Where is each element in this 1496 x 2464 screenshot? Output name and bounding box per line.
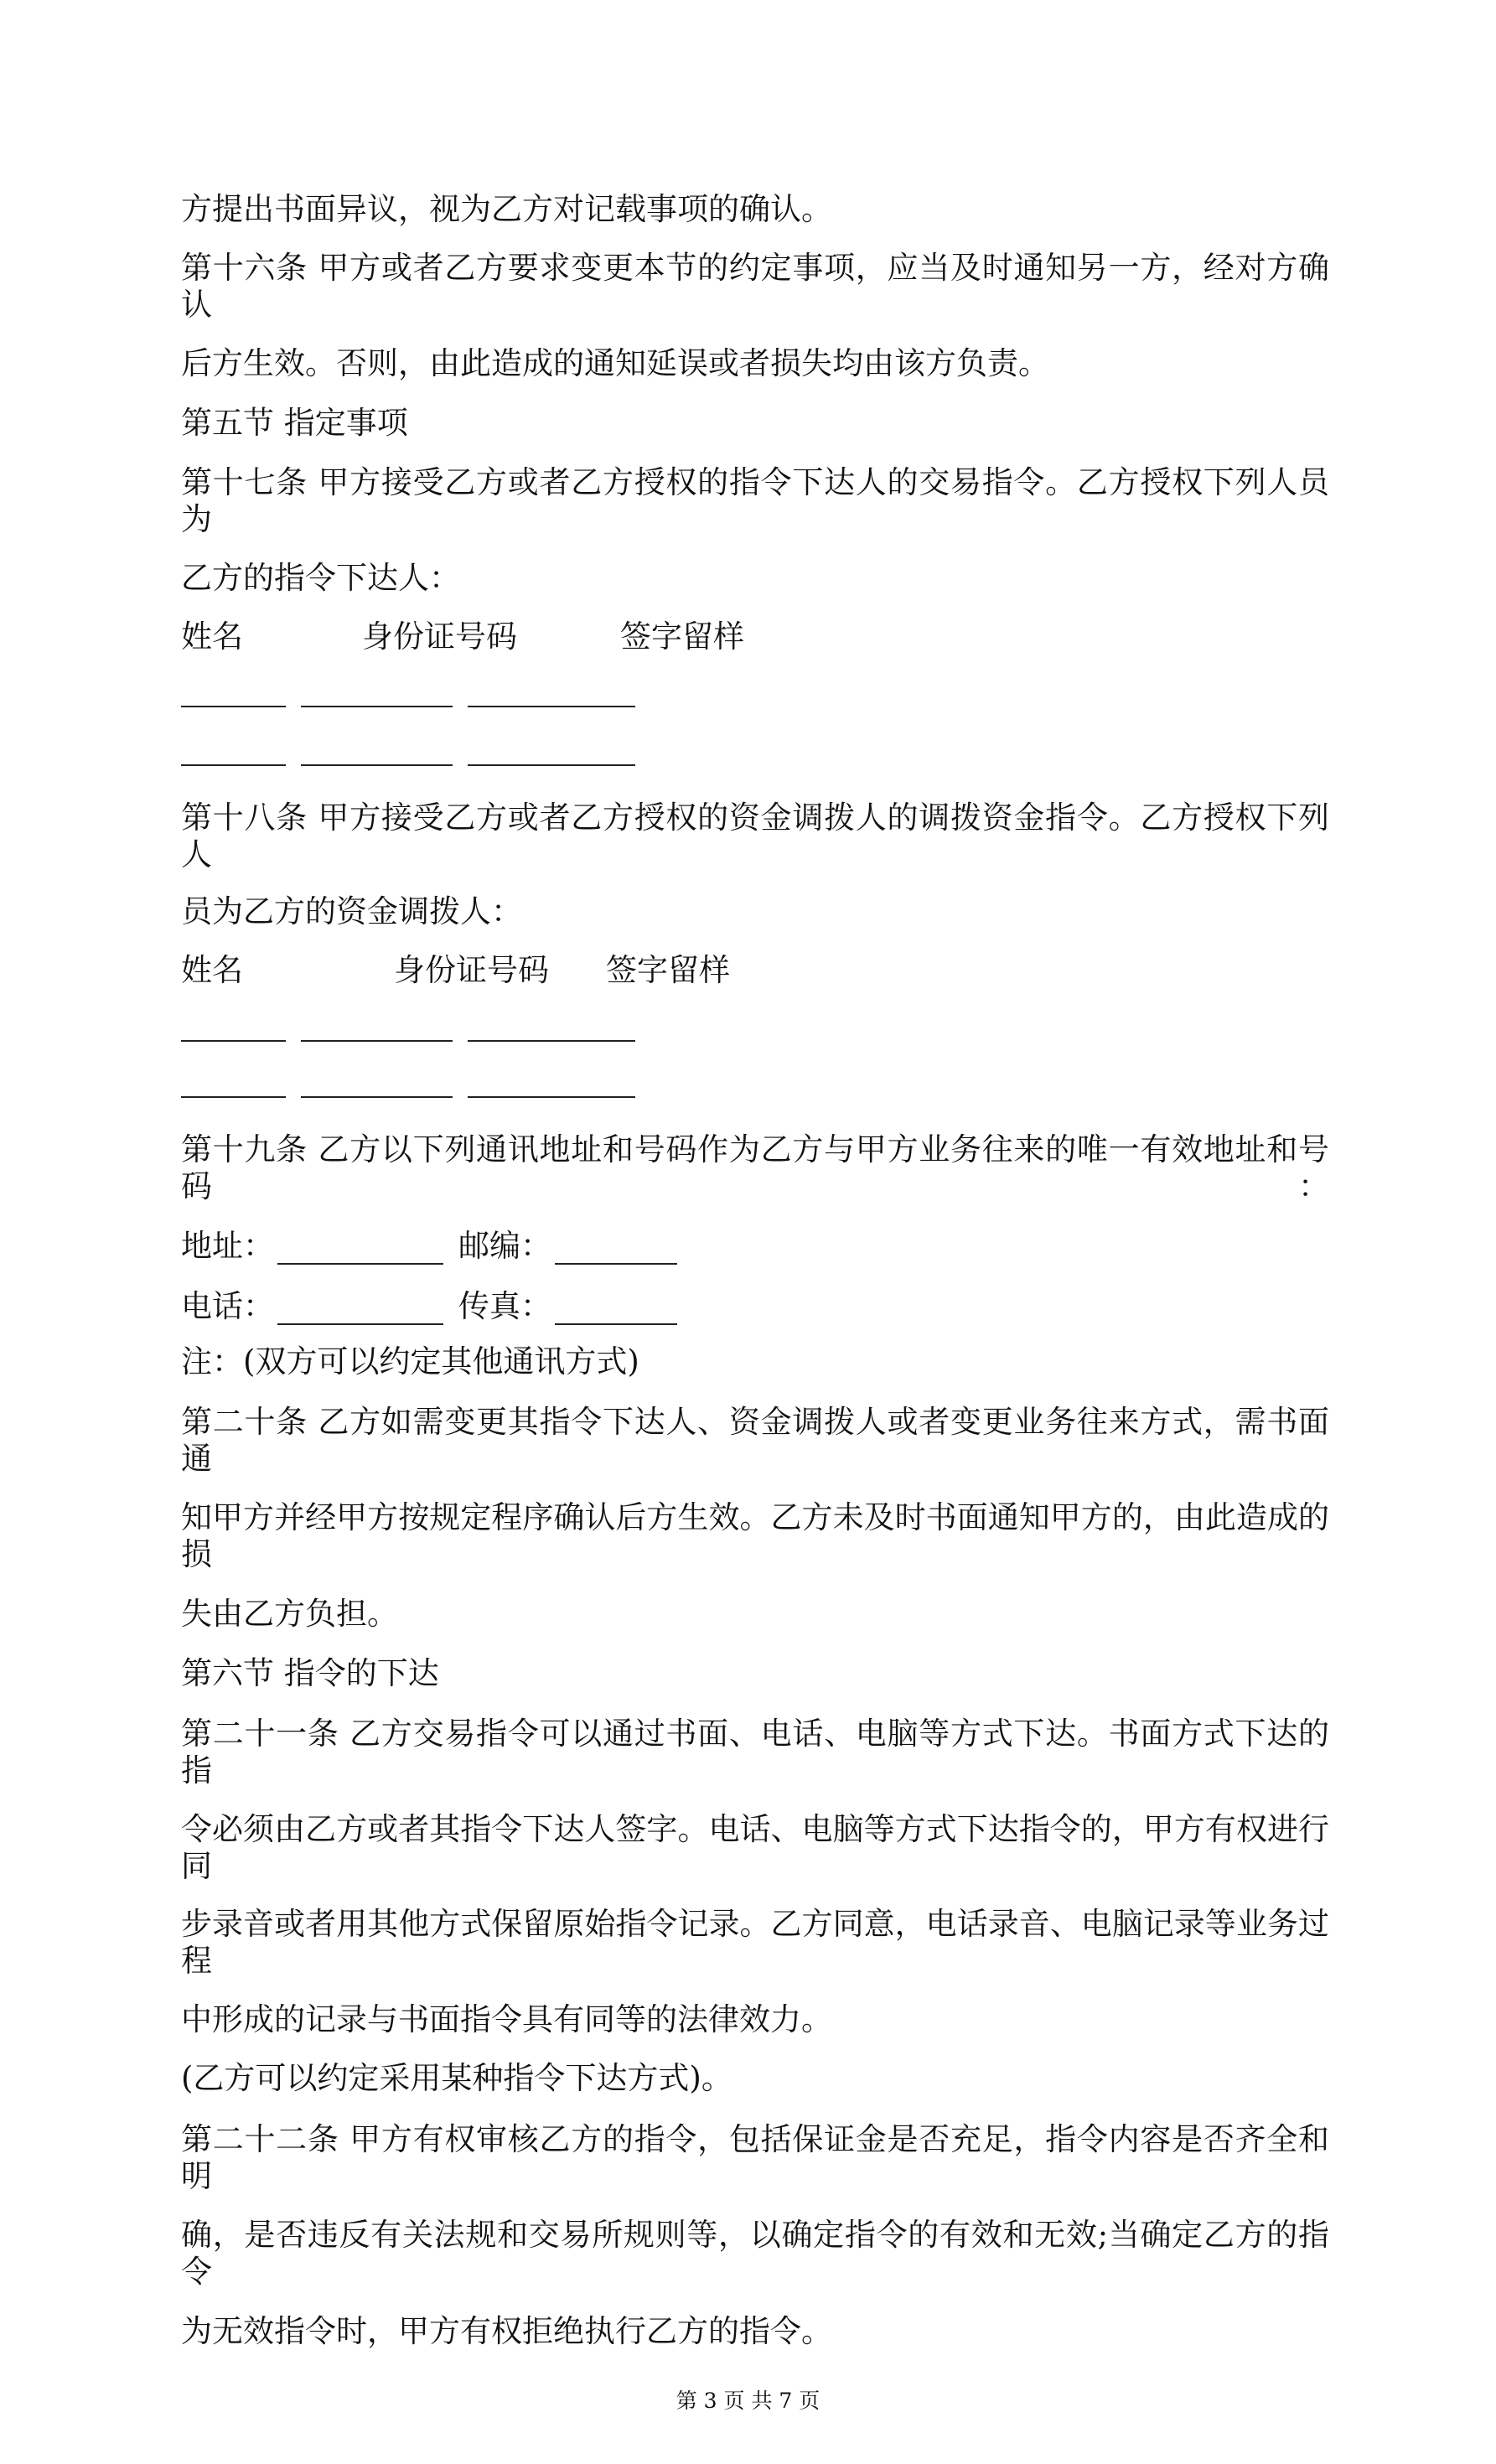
paragraph-line: 为无效指令时，甲方有权拒绝执行乙方的指令。 <box>181 2313 832 2349</box>
paragraph-line: (乙方可以约定采用某种指令下达方式)。 <box>181 2060 732 2096</box>
article-19: 第十九条 乙方以下列通讯地址和号码作为乙方与甲方业务往来的唯一有效地址和号码： <box>181 1131 1329 1204</box>
fax-label: 传真： <box>458 1288 551 1324</box>
blank-name-1 <box>181 670 286 707</box>
fax-blank <box>555 1288 677 1325</box>
address-row <box>181 1228 1329 1265</box>
header-name: 姓名 <box>181 952 243 988</box>
blank-signature-1 <box>468 670 635 707</box>
fund-transfer-blank-row <box>181 1005 1329 1042</box>
blank-signature-4 <box>468 1061 635 1098</box>
address-blank <box>277 1228 443 1265</box>
header-signature: 签字留样 <box>620 619 744 655</box>
article-16: 第十六条 甲方或者乙方要求变更本节的约定事项，应当及时通知另一方，经对方确认 <box>181 250 1329 323</box>
section-5-heading: 第五节 指定事项 <box>181 405 408 441</box>
paragraph-line: 知甲方并经甲方按规定程序确认后方生效。乙方未及时书面通知甲方的，由此造成的损 <box>181 1499 1329 1572</box>
header-id-number: 身份证号码 <box>362 619 517 655</box>
page-number-footer: 第 3 页 共 7 页 <box>676 2389 820 2413</box>
note-line: 注：(双方可以约定其他通讯方式) <box>181 1343 639 1380</box>
article-22: 第二十二条 甲方有权审核乙方的指令，包括保证金是否充足，指令内容是否齐全和明 <box>181 2121 1329 2194</box>
order-issuer-table-header <box>181 619 1329 655</box>
address-label: 地址： <box>181 1228 274 1264</box>
article-17: 第十七条 甲方接受乙方或者乙方授权的指令下达人的交易指令。乙方授权下列人员为 <box>181 464 1329 537</box>
paragraph-line: 失由乙方负担。 <box>181 1596 398 1632</box>
section-6-heading: 第六节 指令的下达 <box>181 1655 439 1691</box>
blank-id-3 <box>301 1005 453 1042</box>
blank-signature-2 <box>468 729 635 766</box>
article-18: 第十八条 甲方接受乙方或者乙方授权的资金调拨人的调拨资金指令。乙方授权下列人 <box>181 800 1329 872</box>
blank-id-2 <box>301 729 453 766</box>
blank-name-2 <box>181 729 286 766</box>
phone-row <box>181 1288 1329 1325</box>
postcode-blank <box>555 1228 677 1265</box>
paragraph-line: 乙方的指令下达人： <box>181 560 460 596</box>
fund-transfer-table-header <box>181 952 1329 989</box>
phone-label: 电话： <box>181 1288 274 1324</box>
paragraph-line: 方提出书面异议，视为乙方对记载事项的确认。 <box>181 191 832 227</box>
order-issuer-blank-row <box>181 670 1329 707</box>
blank-name-3 <box>181 1005 286 1042</box>
blank-id-1 <box>301 670 453 707</box>
order-issuer-blank-row <box>181 729 1329 766</box>
header-signature: 签字留样 <box>606 952 730 988</box>
paragraph-line: 步录音或者用其他方式保留原始指令记录。乙方同意，电话录音、电脑记录等业务过程 <box>181 1906 1329 1979</box>
blank-signature-3 <box>468 1005 635 1042</box>
blank-id-4 <box>301 1061 453 1098</box>
header-name: 姓名 <box>181 619 243 655</box>
phone-blank <box>277 1288 443 1325</box>
article-21: 第二十一条 乙方交易指令可以通过书面、电话、电脑等方式下达。书面方式下达的指 <box>181 1716 1329 1788</box>
paragraph-line: 员为乙方的资金调拨人： <box>181 893 522 929</box>
blank-name-4 <box>181 1061 286 1098</box>
paragraph-line: 令必须由乙方或者其指令下达人签字。电话、电脑等方式下达指令的，甲方有权进行同 <box>181 1811 1329 1884</box>
fund-transfer-blank-row <box>181 1061 1329 1098</box>
paragraph-line: 后方生效。否则，由此造成的通知延误或者损失均由该方负责。 <box>181 345 1049 381</box>
header-id-number: 身份证号码 <box>394 952 549 988</box>
article-20: 第二十条 乙方如需变更其指令下达人、资金调拨人或者变更业务往来方式，需书面通 <box>181 1404 1329 1477</box>
paragraph-line: 中形成的记录与书面指令具有同等的法律效力。 <box>181 2001 832 2037</box>
postcode-label: 邮编： <box>458 1228 551 1264</box>
paragraph-line: 确，是否违反有关法规和交易所规则等，以确定指令的有效和无效;当确定乙方的指令 <box>181 2217 1329 2290</box>
